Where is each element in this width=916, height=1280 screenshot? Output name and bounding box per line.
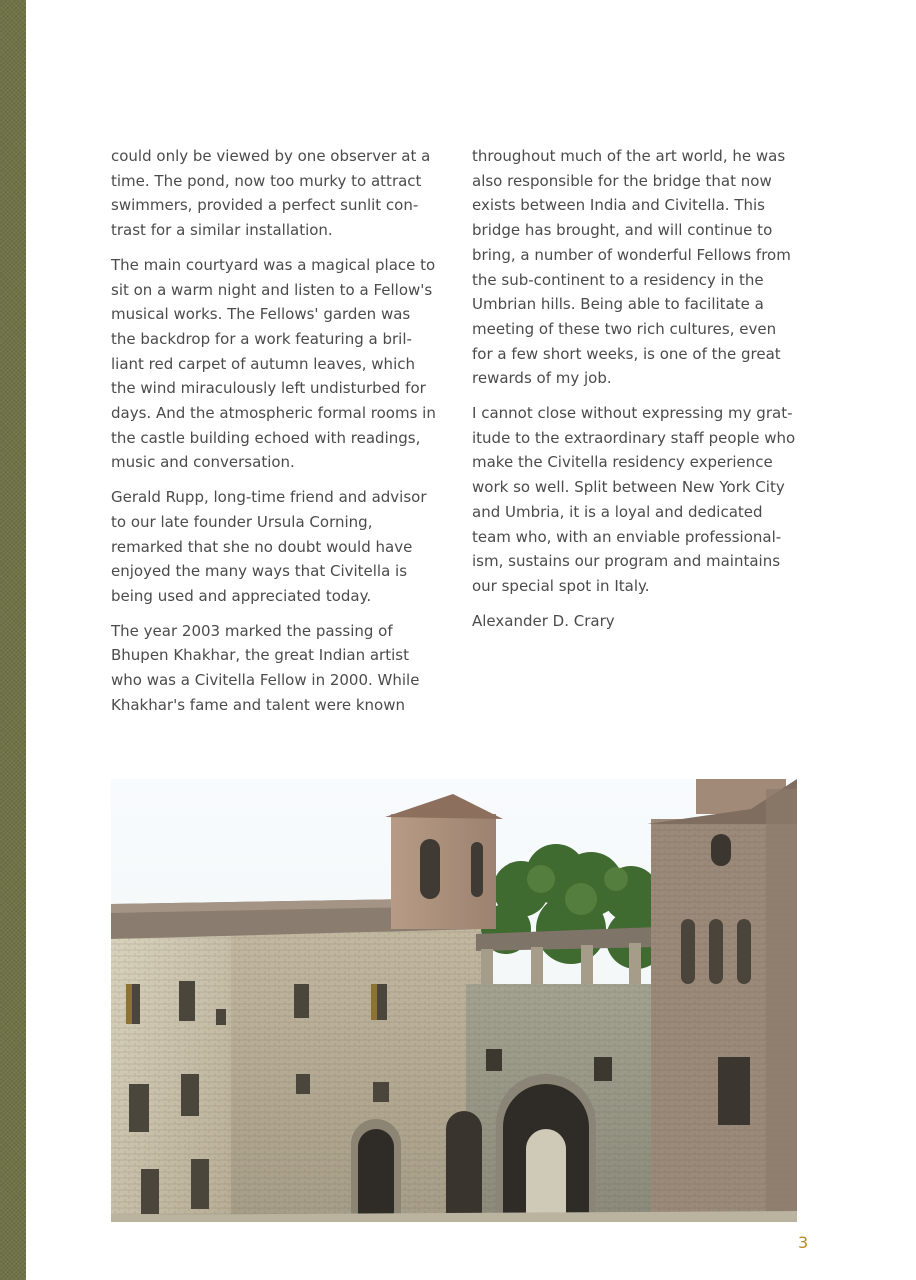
left-text-column — [111, 144, 441, 727]
paragraph-pond: could only be viewed by one observer at a time. The pond, now too murky to attract swimmers, provided a perfect sunlit con- trast for a similar installation. — [111, 147, 431, 240]
castle-courtyard-photo — [111, 779, 797, 1222]
paragraph-courtyard: The main courtyard was a magical place to sit on a warm night and listen to a Fellow's musical works. The Fellows' garden was the backdrop for a work featuring a bril- liant red carpet of autumn leaves, which the wind miraculously left undisturbed for days. And the atmospheric formal rooms in the castle building echoed with readings, music and conversation. — [111, 255, 436, 472]
right-text-column — [472, 144, 802, 643]
paragraph-gratitude: I cannot close without expressing my grat- itude to the extraordinary staff people who make the Civitella residency experience work so well. Split between New York City and Umbria, it is a loyal and dedicated team who, with an enviable professional- ism, sustains our program and maintains our special spot in Italy. — [472, 404, 796, 595]
signature: Alexander D. Crary — [472, 611, 615, 630]
paragraph-khakhar: The year 2003 marked the passing of Bhupen Khakhar, the great Indian artist who was a Civitella Fellow in 2000. While Khakhar's fame and talent were known — [111, 621, 420, 714]
paragraph-bridge: throughout much of the art world, he was also responsible for the bridge that now exists between India and Civitella. This bridge has brought, and will continue to bring, a number of wonderful Fellows from the sub-continent to a residency in the Umbrian hills. Being able to facilitate a meeting of these two rich cultures, even for a few short weeks, is one of the great rewards of my job. — [472, 147, 791, 388]
book-spine-edge — [0, 0, 26, 1280]
paragraph-gerald-rupp: Gerald Rupp, long-time friend and advisor to our late founder Ursula Corning, remarked that she no doubt would have enjoyed the many ways that Civitella is being used and appreciated today. — [111, 488, 427, 605]
page-number: 3 — [798, 1233, 809, 1252]
